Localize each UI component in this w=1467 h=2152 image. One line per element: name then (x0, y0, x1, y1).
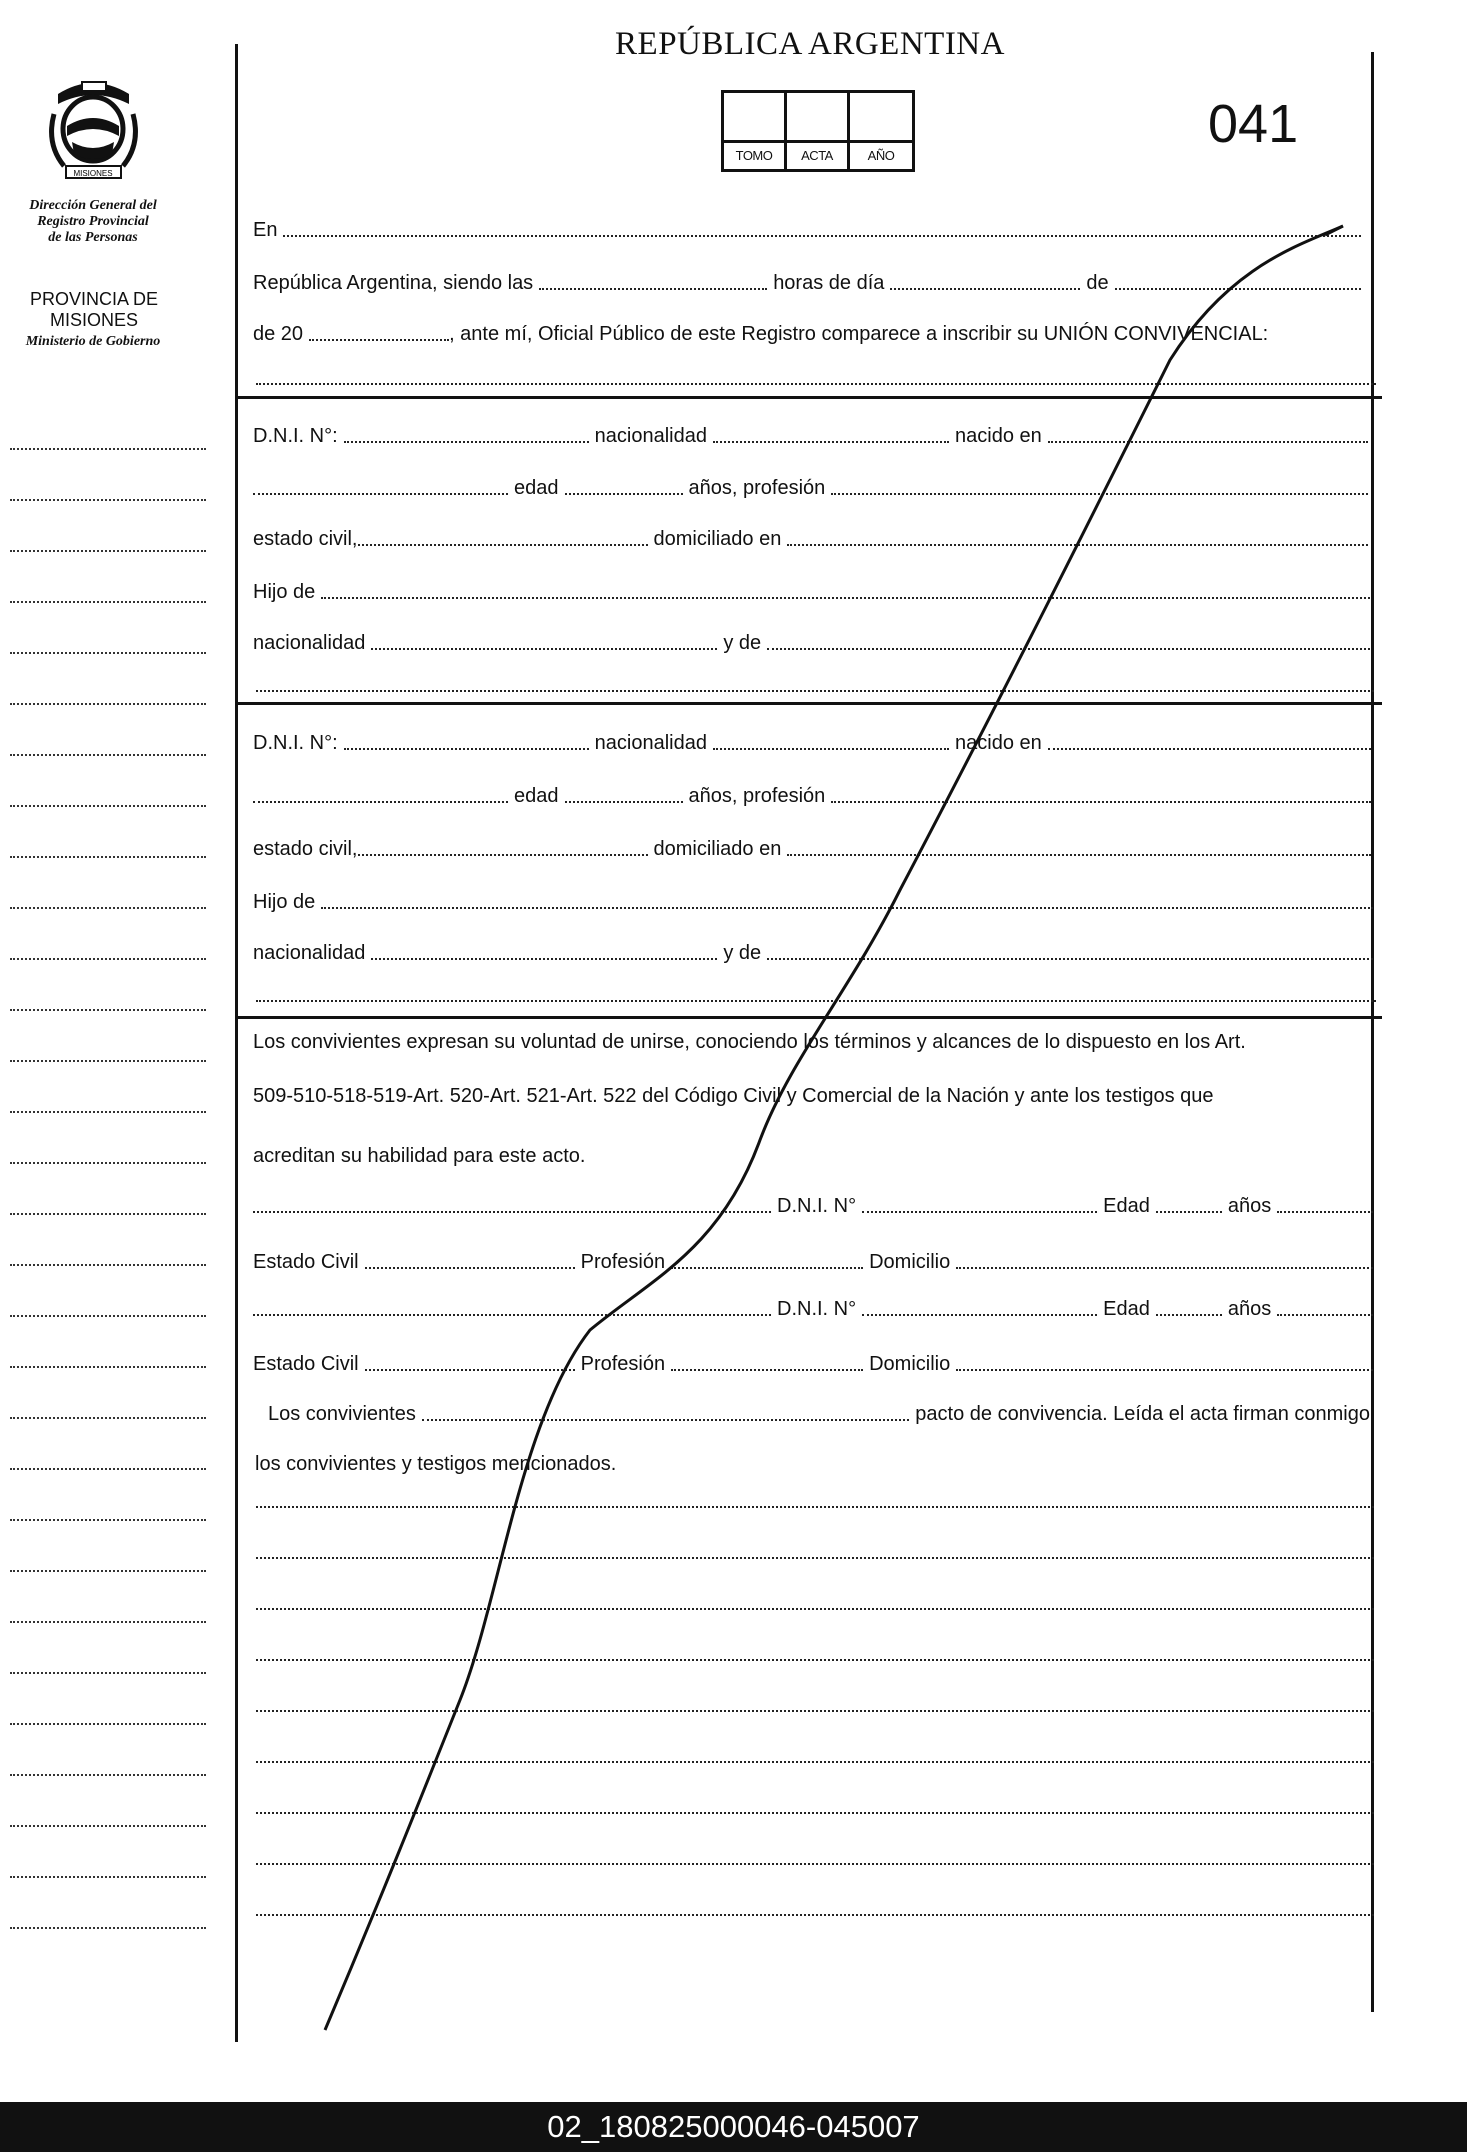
witness-domicilio-label: Domicilio (869, 1353, 951, 1375)
witness-anios-label: años (1227, 1298, 1272, 1320)
act-number: 041 (1208, 94, 1299, 154)
de-label: de (1086, 272, 1109, 294)
ante-label: , ante mí, Oficial Público de este Registro comparece a inscribir su UNIÓN CONVIVENCIAL: (449, 323, 1269, 345)
nacido-label: nacido en (955, 732, 1042, 754)
en-label: En (253, 219, 278, 241)
witness-edad-label: Edad (1103, 1195, 1150, 1217)
svg-text:MISIONES: MISIONES (73, 169, 113, 178)
witness-dni-label: D.N.I. N° (777, 1298, 857, 1320)
province-name: PROVINCIA DE MISIONES (29, 289, 159, 330)
anio-label: AÑO (847, 140, 915, 172)
declaration-line-3: acreditan su habilidad para este acto. (253, 1145, 586, 1167)
estado-civil-label: estado civil, (253, 528, 358, 550)
y-de-label: y de (723, 632, 762, 654)
pacto-label: pacto de convivencia. Leída el acta firman conmigo (915, 1403, 1370, 1425)
witness-domicilio-label: Domicilio (869, 1251, 951, 1273)
witness-dni-label: D.N.I. N° (777, 1195, 857, 1217)
witness-estado-civil-label: Estado Civil (253, 1251, 359, 1273)
witness-edad-label: Edad (1103, 1298, 1150, 1320)
tomo-label: TOMO (721, 140, 787, 172)
domiciliado-label: domiciliado en (653, 838, 782, 860)
domiciliado-label: domiciliado en (653, 528, 782, 550)
agency-name: Dirección General del Registro Provincial de las Personas (29, 198, 157, 245)
declaration-line-1: Los convivientes expresan su voluntad de unirse, conociendo los términos y alcances de lo dispuesto en los Art. (253, 1031, 1246, 1053)
convivientes-label: Los convivientes (268, 1403, 416, 1425)
page-title: REPÚBLICA ARGENTINA (615, 26, 1005, 62)
y-de-label: y de (723, 942, 762, 964)
hijo-label: Hijo de (253, 891, 316, 913)
anios-profesion-label: años, profesión (688, 477, 826, 499)
nacionalidad-label: nacionalidad (594, 732, 707, 754)
horas-label: horas de día (773, 272, 885, 294)
nacionalidad-label: nacionalidad (594, 425, 707, 447)
closing-line-2: los convivientes y testigos mencionados. (255, 1453, 617, 1475)
edad-label: edad (514, 477, 559, 499)
nacionalidad2-label: nacionalidad (253, 632, 366, 654)
nacido-label: nacido en (955, 425, 1042, 447)
anios-profesion-label: años, profesión (688, 785, 826, 807)
declaration-line-2: 509-510-518-519-Art. 520-Art. 521-Art. 522 del Código Civil y Comercial de la Nación y ante los testigos que (253, 1085, 1214, 1107)
nacionalidad2-label: nacionalidad (253, 942, 366, 964)
hijo-label: Hijo de (253, 581, 316, 603)
dni-label: D.N.I. N°: (253, 732, 338, 754)
witness-profesion-label: Profesión (580, 1353, 666, 1375)
year-label: de 20 (253, 323, 304, 345)
ministry-name: Ministerio de Gobierno (25, 334, 161, 349)
witness-anios-label: años (1227, 1195, 1272, 1217)
dni-label: D.N.I. N°: (253, 425, 338, 447)
republica-label: República Argentina, siendo las (253, 272, 534, 294)
edad-label: edad (514, 785, 559, 807)
acta-label: ACTA (784, 140, 850, 172)
witness-estado-civil-label: Estado Civil (253, 1353, 359, 1375)
estado-civil-label: estado civil, (253, 838, 358, 860)
witness-profesion-label: Profesión (580, 1251, 666, 1273)
document-code: 02_180825000046-045007 (0, 2102, 1467, 2152)
